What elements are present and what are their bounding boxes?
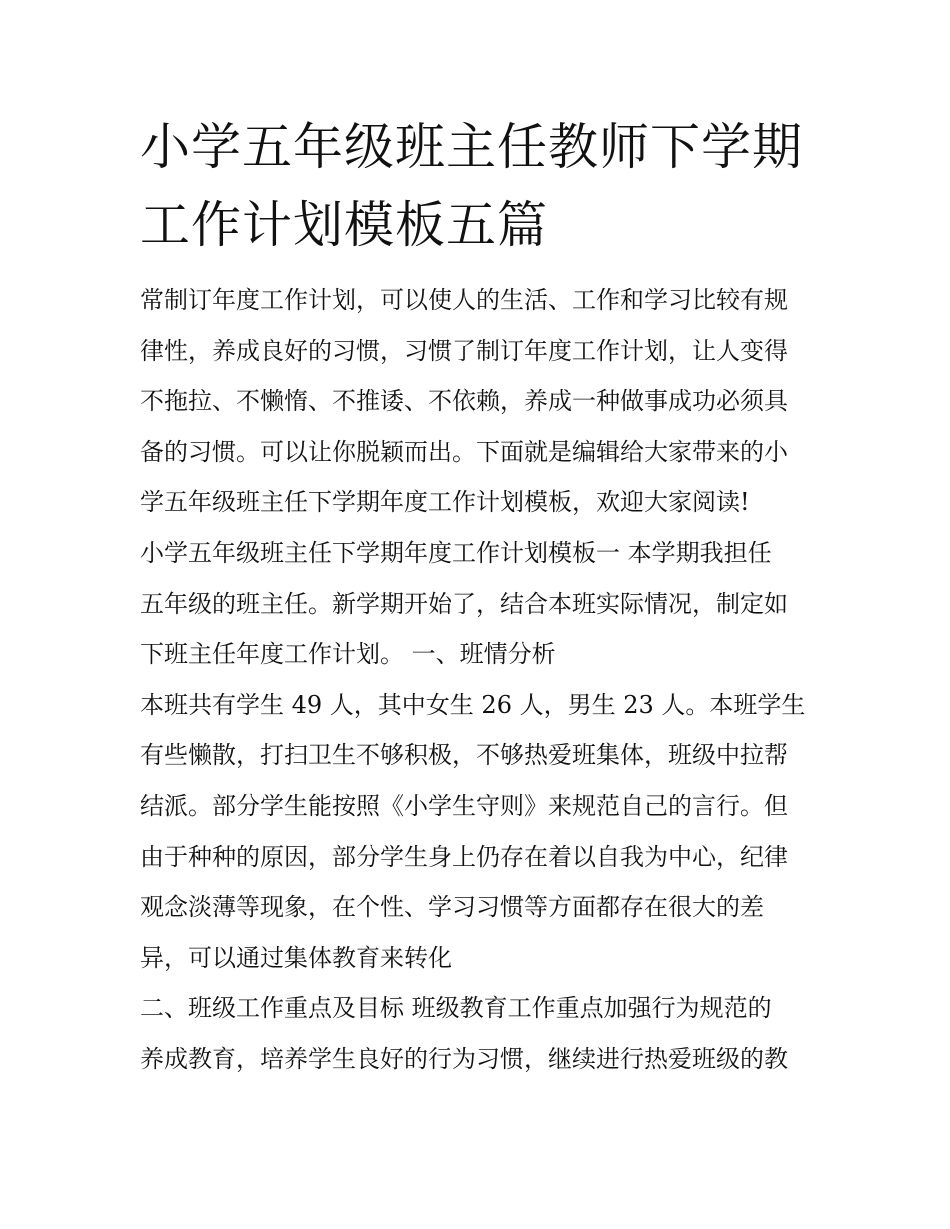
body-line-10: 有些懒散，打扫卫生不够积极，不够热爱班集体，班级中拉帮: [140, 741, 788, 769]
body-line-11: 结派。部分学生能按照《小学生守则》来规范自己的言行。但: [140, 792, 788, 820]
body-line-9: 本班共有学生 49 人，其中女生 26 人，男生 23 人。本班学生: [140, 691, 806, 719]
document-title-line-1: 小学五年级班主任教师下学期: [140, 118, 803, 176]
body-line-13: 观念淡薄等现象，在个性、学习习惯等方面都存在很大的差: [140, 893, 764, 921]
body-line-1: 常制订年度工作计划，可以使人的生活、工作和学习比较有规: [140, 286, 788, 314]
body-line-15: 二、班级工作重点及目标 班级教育工作重点加强行为规范的: [140, 994, 772, 1022]
body-line-3: 不拖拉、不懒惰、不推诿、不依赖，养成一种做事成功必须具: [140, 387, 788, 415]
body-line-7: 五年级的班主任。新学期开始了，结合本班实际情况，制定如: [140, 590, 788, 618]
body-line-16: 养成教育，培养学生良好的行为习惯，继续进行热爱班级的教: [140, 1045, 788, 1073]
body-line-2: 律性，养成良好的习惯，习惯了制订年度工作计划，让人变得: [140, 337, 788, 365]
body-line-8: 下班主任年度工作计划。 一、班情分析: [140, 640, 556, 668]
body-line-5: 学五年级班主任下学期年度工作计划模板，欢迎大家阅读!: [140, 488, 750, 516]
document-title-line-2: 工作计划模板五篇: [140, 196, 548, 254]
body-line-6: 小学五年级班主任下学期年度工作计划模板一 本学期我担任: [140, 539, 772, 567]
body-line-14: 异，可以通过集体教育来转化: [140, 944, 452, 972]
body-line-12: 由于种种的原因，部分学生身上仍存在着以自我为中心，纪律: [140, 843, 788, 871]
body-line-4: 备的习惯。可以让你脱颖而出。下面就是编辑给大家带来的小: [140, 438, 788, 466]
